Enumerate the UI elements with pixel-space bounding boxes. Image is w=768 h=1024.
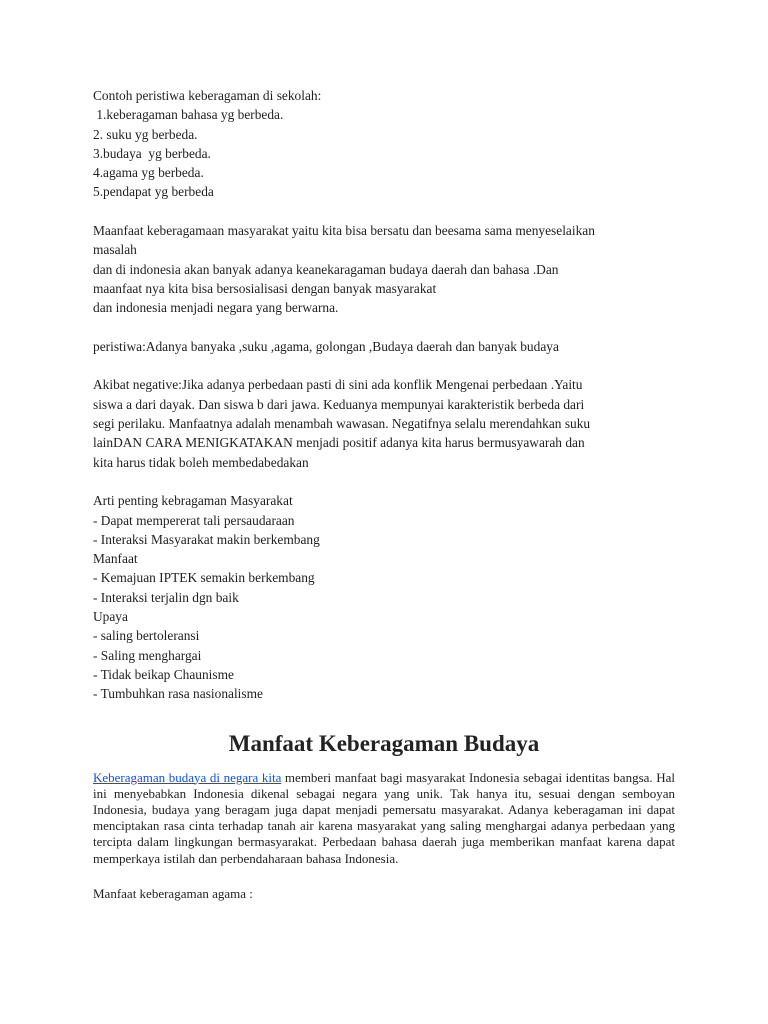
document-page xyxy=(93,86,675,903)
list-line: - Saling menghargai xyxy=(93,647,202,663)
paragraph-line: kita harus tidak boleh membedabedakan xyxy=(93,454,309,470)
paragraph-line: Akibat negative:Jika adanya perbedaan pasti di sini ada konflik Mengenai perbedaan .Yaitu xyxy=(93,377,583,393)
paragraph-line: maanfaat nya kita bisa bersosialisasi dengan banyak masyarakat xyxy=(93,280,437,296)
paragraph-line: lainDAN CARA MENIGKATAKAN menjadi positif adanya kita harus bermusyawarah dan xyxy=(93,435,585,451)
article-body: memberi manfaat bagi masyarakat Indonesia sebagai identitas bangsa. Hal ini menyebabkan Indonesia dikenal sebagai negara yang unik. Tak hanya itu, sesuai dengan semboyan Indonesia, budaya yang beragam juga dapat menjadi pemersatu masyarakat. Adanya keberagaman ini dapat menciptakan rasa cinta terhadap tanah air karena masyarakat yang saling menghargai adanya perbedaan yang tercipta dalam lingkungan bermasyarakat. Perbedaan bahasa daerah juga memberikan manfaat karena dapat memperkaya istilah dan perbendaharaan bahasa Indonesia. xyxy=(93,769,676,866)
list-line: Upaya xyxy=(93,609,128,625)
section-akibat-negative xyxy=(93,375,675,471)
article-link[interactable]: Keberagaman budaya di negara kita xyxy=(93,769,282,785)
paragraph-line: siswa a dari dayak. Dan siswa b dari jawa. Keduanya mempunyai karakteristik berbeda dari xyxy=(93,396,585,412)
list-item: 1.keberagaman bahasa yg berbeda. xyxy=(93,107,284,123)
list-item: 3.budaya yg berbeda. xyxy=(93,145,211,161)
list-item: 4.agama yg berbeda. xyxy=(93,165,204,181)
paragraph-line: masalah xyxy=(93,242,137,258)
paragraph-line: Maanfaat keberagamaan masyarakat yaitu kita bisa bersatu dan beesama sama menyeselaikan xyxy=(93,223,595,239)
list-line: - Kemajuan IPTEK semakin berkembang xyxy=(93,570,315,586)
list-line: - Dapat mempererat tali persaudaraan xyxy=(93,512,295,528)
article-paragraph xyxy=(93,770,675,867)
paragraph-line: dan di indonesia akan banyak adanya keanekaragaman budaya daerah dan bahasa .Dan xyxy=(93,261,559,277)
list-line: Manfaat xyxy=(93,551,138,567)
list-line: - Interaksi Masyarakat makin berkembang xyxy=(93,531,320,547)
section-peristiwa xyxy=(93,337,675,356)
article-tail: Manfaat keberagaman agama : xyxy=(93,885,253,901)
paragraph-line: dan indonesia menjadi negara yang berwarna. xyxy=(93,300,339,316)
article-heading: Manfaat Keberagaman Budaya xyxy=(228,730,540,756)
list-item: 5.pendapat yg berbeda xyxy=(93,184,214,200)
list-line: - saling bertoleransi xyxy=(93,628,200,644)
section-title: Contoh peristiwa keberagaman di sekolah: xyxy=(93,88,322,103)
section-contoh xyxy=(93,86,675,202)
paragraph-line: segi perilaku. Manfaatnya adalah menambah wawasan. Negatifnya selalu merendahkan suku xyxy=(93,416,591,432)
paragraph-line: peristiwa:Adanya banyaka ,suku ,agama, golongan ,Budaya daerah dan banyak budaya xyxy=(93,338,559,354)
section-manfaat-masyarakat xyxy=(93,221,675,317)
list-line: Arti penting kebragaman Masyarakat xyxy=(93,493,293,509)
section-arti-penting xyxy=(93,491,675,703)
list-line: - Tumbuhkan rasa nasionalisme xyxy=(93,686,263,702)
list-line: - Interaksi terjalin dgn baik xyxy=(93,589,239,605)
list-line: - Tidak beikap Chaunisme xyxy=(93,666,234,682)
list-item: 2. suku yg berbeda. xyxy=(93,126,198,142)
